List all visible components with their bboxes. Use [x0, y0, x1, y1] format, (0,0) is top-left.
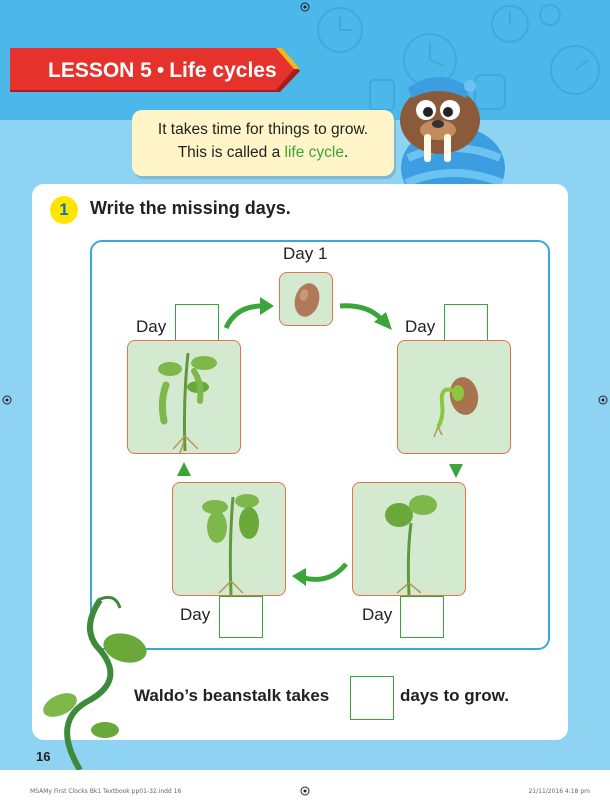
leafy-plant-stage-tile	[172, 482, 286, 596]
lesson-title	[48, 54, 277, 88]
seed-stage-tile	[279, 272, 333, 326]
day-input-box-stage-4[interactable]	[219, 596, 263, 638]
day-label-stage-2: Day	[405, 317, 436, 336]
seedling-icon	[353, 483, 466, 596]
intro-line-1: It takes time for things to grow.	[157, 121, 369, 138]
registration-mark-icon	[300, 2, 310, 12]
question-text: Write the missing days.	[90, 198, 291, 218]
day-label-stage-5: Day	[136, 317, 167, 336]
arrow-to-leafy-icon	[290, 560, 350, 588]
day-label-stage-4: Day	[180, 605, 211, 624]
registration-mark-icon	[598, 395, 608, 405]
lesson-topic: Life cycles	[169, 59, 277, 82]
arrow-to-seed-icon	[222, 296, 278, 332]
arrow-up-icon	[176, 460, 192, 482]
sprouting-seed-stage-tile	[397, 340, 511, 454]
intro-speech-bubble	[132, 110, 394, 176]
intro-line-2-suffix: .	[343, 144, 349, 161]
day-label-stage-3: Day	[362, 605, 393, 624]
day-1-label: Day 1	[283, 244, 328, 263]
pod-plant-stage-tile	[127, 340, 241, 454]
page-number: 16	[36, 749, 51, 764]
total-days-input-box[interactable]	[350, 676, 394, 720]
footer-date: 21/11/2016 4:18 pm	[528, 788, 590, 795]
seedling-stage-tile	[352, 482, 466, 596]
title-separator: •	[156, 59, 165, 82]
beanstalk-decoration-icon	[30, 590, 160, 770]
sprouting-seed-icon	[398, 341, 511, 454]
question-number-badge: 1	[50, 196, 78, 224]
day-input-box-stage-3[interactable]	[400, 596, 444, 638]
life-cycle-highlight: life cycle	[284, 144, 344, 161]
intro-text	[132, 118, 394, 164]
registration-mark-icon	[2, 395, 12, 405]
bean-seed-icon	[280, 273, 333, 326]
print-footer	[0, 786, 610, 800]
arrow-to-sprout-icon	[338, 296, 396, 332]
bean-plant-with-pods-icon	[128, 341, 241, 454]
leafy-bean-plant-icon	[173, 483, 286, 596]
intro-line-2	[132, 141, 394, 164]
answer-sentence-end: days to grow.	[400, 686, 509, 705]
footer-file-info: MSAMy First Clocks Bk1 Textbook pp01-32.indd 16	[30, 788, 182, 795]
answer-sentence-start: Waldo’s beanstalk takes	[134, 686, 330, 705]
arrow-down-icon	[448, 458, 464, 480]
lesson-number: LESSON 5	[48, 59, 152, 82]
intro-line-2-prefix: This is called a	[177, 144, 285, 161]
